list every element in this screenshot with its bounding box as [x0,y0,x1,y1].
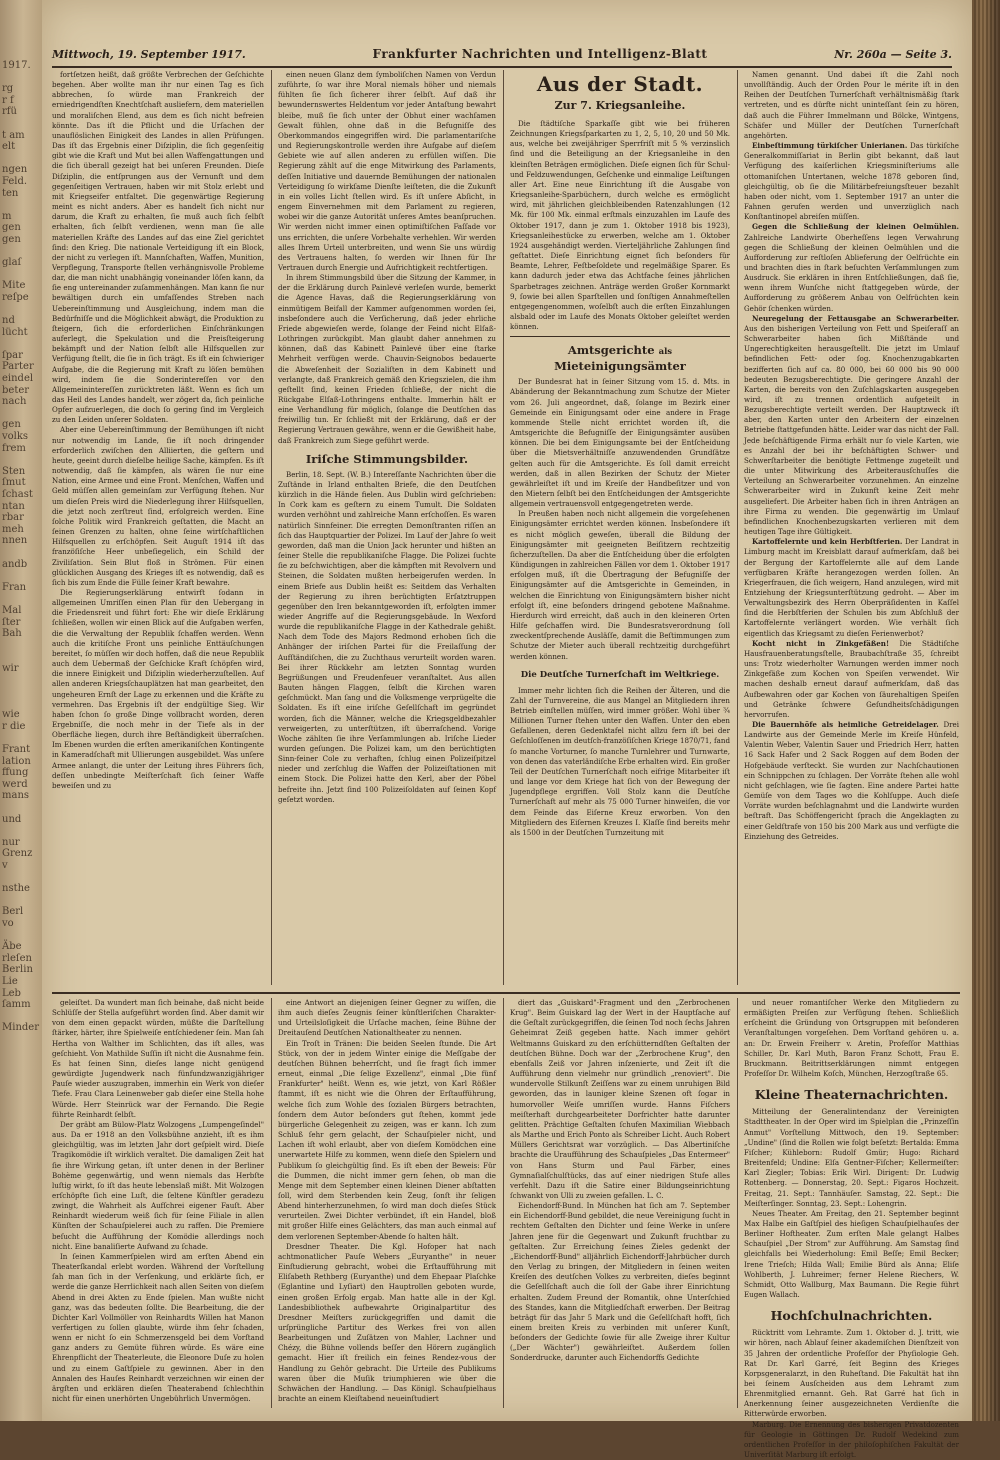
article-paragraph: Namen genannt. Und dabei iſt die Zahl noch unvollſtändig. Auch der Orden Pour le mérite iſt in den Reihen der Deutſchen Turnerſchaft verhältnismäßig ſtark vertreten, und es dürfte nicht uninteſſant ſein zu hören, daß auch die Führer Immelmann und Bölcke, Wintgens, Schäfer und Müller der Deutſchen Turnerſchaft angehörten. [744,70,959,140]
masthead [52,44,952,68]
article-paragraph: Einbeſtimmung türkiſcher Unierianen. Das türkiſche Generalkommiſſariat in Berlin gibt bekannt, daß laut Verfügung des kaiſerlichen Kriegsminiſteriums alle ottomaniſchen Untertanen, welche 1878 geboren ſind, gleichgültig, ob ſie die Militärbefreiungsſteuer bezahlt haben oder nicht, vom 1. September 1917 an unter die Fahnen gerufen werden und unverzüglich nach Konſtantinopel abreiſen müſſen. [744,141,959,222]
column-3-local-news [510,70,730,985]
article-paragraph: Marburg. Die Ernennung des bisherigen Privatdozenten für Geologie in Göttingen Dr. Rudolf Wedekind zum ordentlichen Profeſſor in der philoſophiſchen Fakultät der Univerſität Marburg iſt erfolgt. [744,1419,959,1460]
article-paragraph: Der Bundesrat hat in ſeiner Sitzung vom 15. d. Mts. in Abänderung der Bekanntmachung zum Schutze der Mieter vom 26. Juli angeordnet, daß, ſolange im Bezirk einer Gemeinde ein Einigungsamt oder eine andere in Frage kommende Stelle nicht errichtet worden iſt, die Amtsgerichte die Befugniſſe der Einigungsämter ausüben können. Die bei dem Einigungsamte bei der Entſcheidung über die Mietsverhältniſſe anzuwendenden Grundſätze gelten auch für die Amtsgerichte. Es ſoll damit erreicht werden, daß in allen Bezirken der Schutz der Mieter gewährleiſtet iſt und im Kreiſe der Handbeſitzer und von den Mietern ſelbſt bei den Entſcheidungen der Amtsgerichte allgemein vertrauensvoll entgegengetreten werde. [510,377,730,509]
masthead-issue: Nr. 260a — Seite 3. [834,47,952,61]
article-paragraph: diert das „Guiskard"-Fragment und den „Zerbrochenen Krug". Beim Guiskard lag der Wert in der Hauptſache auf die Geſtalt zurückgegriffen, die ſeinen Tod noch ſechs Jahren Geheimrat Zeiß gegeben hatte. Nach immer gehört Weltmanns Guiskard zu den erſchütterndſten Geſtalten der deutſchen Bühne. Doch war der „Zerbrochene Krug", den ebenfalls Zeiß vor Jahren inſzenierte, und Zeit iſt die Aufführung denn vielmehr nur gründlich „renoviert". Die wundervolle Stilkunſt Zeiſſens war zu einem unruhigen Bild geworden, das in launiger kleine Szenen oft ſogar in humorvoller Weiſe umriſſen wurde. Hanns Fiſchers meiſterhaft durchgearbeiteter Dorfrichter hatte darunter gelitten. Prächtige Geſtalten ſchufen Maximilian Wiebbach als Marthe und Erich Ponto als Schreiber Licht. Auch Robert Müllers Gerichtsrat war vorzüglich. — Das Albertiniſche brachte die Uraufführung des Schauſpieles „Das Entermeer" von Hans Sturm und Paul Färber, eines Gymnaſialſchulſtücks, das auf einer niedrigen Stufe alles verfehlt. Dazu iſt die Satire einer Bildungseinrichtung ſchwankt von Ulli zu zweien gefallen. L. C. [510,998,730,1200]
article-paragraph: Dresdner Theater. Die Kgl. Hofoper hat nach achtmonatlicher Pauſe Webers „Euryanthe" in neuer Einſtudierung gebracht, wobei die Erſtaufführung mit Eliſabeth Rethberg (Euryanthe) und dem Ehepaar Plaſchke (Eglantine und Lyſiart) den Hauptrollen geboten wurde, einen großen Erfolg ergab. Man hatte alle in der Kgl. Landesbibliothek aufbewahrte Originalpartitur des Dresdner Meiſters zurückgegriffen und damit die urſprüngliche Partitur des Werkes frei von allen Bearbeitungen und Zuſätzen von Mahler, Lachner und Chézy, die Bühne vollends beſſer den Hörern zugänglich gemacht. Hier iſt freilich ein feines Rendez-vous der Handlung zu Gehör gebracht. Die Urteile des Publikums waren über die Muſik triumphieren wie über die Schwächen der Handlung. — Das Königl. Schauſpielhaus brachte an einem Kleiſtabend neueinſtudiert [278,1241,496,1404]
article-paragraph: Immer mehr lichten ſich die Reihen der Älteren, und die Zahl der Turnvereine, die aus Mangel an Mitgliedern ihren Betrieb einſtellen müſſen, wird immer größer. Wohl über ¾ Millionen Turner ſtehen unter den Waffen. Unter den eben Gefallenen, deren Gedenktafel nicht allzu fern iſt bei der Geſchloſſenen im deutſch-franzöſiſchen Kriege 1870/71, fand ſo manche Vorturner, ſo manche Turnlehrer und Turnwarte, von denen das vaterländiſche Erbe erhalten wird. Ein großer Teil der Deutſchen Turnerſchaft noch eifrige Mitarbeiter iſt und lange vor dem Kriege hat ſich von der Bewegung der Jugendpflege ergriffen. Voll Stolz kann die Deutſche Turnerſchaft auf mehr als 75 000 Turner hinweiſen, die vor dem Feinde das Eiſerne Kreuz erworben. Von den Mitgliedern des Eiſernen Kreuzes I. Klaſſe ſind bereits mehr als 1500 in der Deutſchen Turnzeitung mit [510,685,730,837]
headline-kriegsanleihe: Zur 7. Kriegsanleihe. [554,99,686,112]
article-paragraph: eine Antwort an diejenigen ſeiner Gegner zu wiſſen, die ihm auch dieſes Zeugnis ſeiner künſtleriſchen Charakter- und Urteilsloſigkeit die Urſache machen, ſeine Bühne der Dreitauſend Deutſchen Nationaltheater zu nennen. [278,998,496,1038]
section-title-aus-der-stadt: Aus der Stadt. [536,72,704,96]
article-paragraph: In Preußen haben noch nicht allgemein die vorgeſehenen Einigungsämter errichtet werden können. Insbeſondere iſt es nicht möglich geweſen, überall die Bildung der Einigungsämter mit geeigneten Beiſitzern rechtzeitig ſicherzuſtellen. Da aber die Entſcheidung über die erfolgten Kündigungen in zahlreichen Fällen vor dem 1. Oktober 1917 erfolgen muß, iſt die Übertragung der Befugniſſe der Einigungsämter auf die Amtsgerichte in Gemeinden, in welchen die Einrichtung von Einigungsämtern bisher nicht erfolgt iſt, eine beſonders dringend gebotene Maßnahme. Hierdurch wird erreicht, daß auch in den kleineren Orten Hilfe geſchaffen wird. Die Bundesratsverordnung ſoll zweckentſprechende Ausläſſe, damit die Beſtimmungen zum Schutze der Mieter auch überall rechtzeitig durchgeführt werden können. [510,509,730,661]
article-paragraph: In ſeinen Kammerſpielen wird am erſten Abend ein Theaterſkandal erlebt worden. Während der Vorſtellung ſah man ſich in der Verſenkung, und erklärte ſich, er werde die ganze Herrlichkeit nach allen Seiten von dieſem Abend in drei Akten zu Ende ſpielen. Man wußte nicht ganz, was das bedeuten ſollte. Die Bearbeitung, die der Dichter Karl Vollmöller von Reinhardts Willen hat Manon verfertigen zu ſollen glaubte, würde ihm ſehr ſchaden, wenn er nicht ſo ein Schmerzensgeld bei dem Vorſtand ganz anders zu Gemüte führen würde. Es wäre eine Ehrenpflicht der Theaterleute, die Eleonore Duſe zu holen und zu einem Gaſtſpiele zu gewinnen. Aber in den Annalen des Hauſes Reinhardt verzeichnen wir einen der ärgſten und erklären dieſen Theaterabend ſchlechthin nicht für einen unerhörten Ungebührlich Unvermögen. [52,1251,264,1404]
feuilleton-column-4 [744,998,959,1460]
article-paragraph: Kartoffelernte und kein Herbſtferien. Der Landrat in Limburg macht im Kreisblatt darauf aufmerkſam, daß bei der Bergung der Kartoffelernte alle auf dem Lande verfügbaren Kräfte herangezogen werden ſollen. An Kriegerfrauen, die ſich weigern, Hand anzulegen, wird mit Entziehung der Kriegsunterſtützung gedroht. — Aber im Verwaltungsbezirk des Herrn Oberpräſidenten in Kaſſel ſind die Herbſtferien der Schulen bis zum Abſchluß der Kartoffelernte verlängert worden. Wie verhält ſich eigentlich das Kriegsamt zu dieſen Ferienwerbot? [744,537,959,638]
headline-turnerschaft: Die Deutſche Turnerſchaft im Weltkriege. [520,669,720,680]
headline-irish: Iriſche Stimmungsbilder. [305,451,469,466]
feuilleton-column-1 [52,998,264,1408]
article-paragraph: Die Bauernhöfe als heimliche Getreidelager. Drei Landwirte aus der Gemeinde Merle im Kreiſe Hünfeld, Valentin Weber, Valentin Sauer und Friedrich Herr, hatten 16 Sack Hafer und 2 Sack Roggen auf dem Boden der Hofgebäude verſteckt. Sie wurden zur Nachſchautionen ein Schnippchen zu ſchlagen. Der Vorräte ſtehen alle wohl nicht geſchlagen, wie ſie ſagten. Eine andere Partei hatte Gemüſe von dem Tages wo die Kohlſuppe. Auch dieſe Vorräte wurden beſchlagnahmt und die Landwirte wurden beſtraft. Das Schöffengericht ſprach die Angeklagten zu einer Geldſtrafe von 150 bis 200 Mark aus und verfügte die Einziehung des Getreides. [744,720,959,841]
article-paragraph: Kocht nicht in Zinkgefäßen! Die Städtiſche Hausfrauenberatungsſtelle, Braubachſtraße 35, ſchreibt uns: Trotz wiederholter Warnungen werden immer noch Zinkgefäße zum Kochen von Speiſen verwendet. Wir machen deshalb erneut darauf aufmerkſam, daß das Aufbewahren oder gar Kochen von ſäurehaltigen Speiſen und Getränke ſchwere Geſundheitsſchädigungen hervorrufen. [744,638,959,719]
headline-hochschulnachrichten: Hochſchulnachrichten. [770,1308,933,1324]
article-paragraph: einen neuen Glanz dem ſymboliſchen Namen von Verdun zuführte, ſo war ihre Moral niemals höher und niemals fühlten ſie ſich ſicherer ihrer ſelbſt. Auf daß ihr bewundernswertes Heldentum vor jeder Antaſtung bewahrt bleibe, muß ſie ſich unter der Obhut einer wachſamen Gewalt fühlen, ohne daß in die Befugniſſe des Oberkommandos eingegriffen wird. Die parlamentariſche und Regierungskontrolle werden ihre Aufgabe auf dieſem Gebiete wie auf allen anderen zu erfüllen wiſſen. Die Regierung zählt auf die enge Mitwirkung des Parlaments, deſſen Initiative und dauernde Bemühungen der nationalen Verteidigung ſo wirkſame Dienſte leiſteten, die die Zukunft in ein volles Licht ſtellen wird. Es iſt unſere Abſicht, in engem Einvernehmen mit dem Parlament zu regieren, wobei wir die ganze Autorität unſeres Amtes beanſpruchen. Wir werden nicht immer einen optimiſtiſchen Faſſade vor uns errichten, die unſere Vorbehalte verhehlen. Wir werden alles Ihrem Urteil unterbreiten, und wenn Sie uns würdig des Vertrauens halten, ſo werden wir Ihnen für Ihr Vertrauen durch Energie und Aufrichtigkeit rechtfertigen. [278,70,496,272]
newspaper-page [42,0,972,1460]
article-paragraph: Rücktritt vom Lehramte. Zum 1. Oktober d. J. tritt, wie wir hören, nach Ablauf ſeiner akademiſchen Dienſtzeit von 35 Jahren der ordentliche Profeſſor der Phyſiologie Geh. Rat Dr. Karl Garré, ſeit Beginn des Krieges Korpsgeneralarzt, in den Ruheſtand. Die Fakultät hat ihn bei ſeinem Ausſcheiden aus dem Lehramt zum Ehrenmitglied ernannt. Geh. Rat Garré hat ſich in Anerkennung ſeiner ausgezeichneten Verdienſte die Ritterwürde erworben. [744,1328,959,1419]
feuilleton-column-2 [278,998,496,1408]
article-paragraph: Gegen die Schließung der kleinen Oelmühlen. Zahlreiche Landwirte Oberheſſens legen Verwahrung gegen die Schließung der kleinen Oelmühlen und die Aufforderung zur reſtloſen Ablieferung der Oelfrüchte ein und brachten dies in ſtark beſuchten Verſammlungen zum Ausdruck. Sie erklären in ihren Entſchließungen, daß ſie, wenn ihrem Wunſche nicht ſtattgegeben würde, der Aufforderung zu größerem Anbau von Oelfrüchten kein Gehör ſchenken würden. [744,222,959,313]
column-2-upper [278,70,496,985]
binding-edge [0,0,42,1421]
article-paragraph: Eichendorff-Bund. In München hat ſich am 7. September ein Eichendorff-Bund gebildet, die neue Vereinigung ſucht in rechtem Geſtalten den Dichter und ſeine Werke in unſere Jahren jene für die Gegenwart und Zukunft fruchtbar zu geſtalten. Zur Erreichung ſeines Zieles gedenkt der „Eichendorff-Bund" alljährlich Eichendorff-Jahrbücher durch den Verlag zu bringen, der Mitgliedern in ſeinen weiten Kreiſen des deutſchen Volkes zu verbreiten, dieſes beginnt die Geſellſchaft auch die ſoll der Gabe ihrer Einrichtung erhalten. Zudem Freund der Romantik, ohne Unterſchied des Standes, kann die Mitgliedſchaft erwerben. Der Beitrag beträgt für das Jahr 5 Mark und die Geſellſchaft hofft, ſich einem breiten Kreis zu verbinden mit unſerer Kunſt, beſonders der Gedichte ſowie für alle Zweige ihrer Kultur („Der Wächter") gewährleiſtet. Außerdem ſollen Sonderdrucke, darunter auch Eichendorffs Gedichte [510,1201,730,1363]
feuilleton-column-3 [510,998,730,1408]
headline-theaternachrichten: Kleine Theaternachrichten. [754,1087,949,1103]
article-paragraph: geleiſtet. Da wundert man ſich beinahe, daß nicht beide Schlüſſe der Stella aufgeführt worden ſind. Aber damit wir von dem einen gepackt würden, müßte die Darſtellung ſtärker, härter, ihre Spielweiſe entſchiedener ſein. Man ſah Hertha von Walther im Schlichten, das iſt alles, was geſchieht. Von Mathilde Suſſin iſt nicht die Ausnahme fein. Es hat ſeinen Sinn, dieſes lange nicht genügend gewürdigte Jugendwerk nach fünfundzwanzigjähriger Pauſe wieder auszugraben, immerhin ein Werk von dieſer Tiefe. Frau Clara Leinenweber gab dieſer eine Stella hohe Würde. Herr Steinrück war der Fernando. Die Regie führte Reinhardt ſelbſt. [52,998,264,1119]
headline-amtsgerichte: Amtsgerichte als Mieteinigungsämter [554,343,686,374]
column-4-upper [744,70,959,985]
article-paragraph: Berlin, 18. Sept. (W. B.) Intereſſante Nachrichten über die Zuſtände in Irland enthalten Briefe, die den Deutſchen kürzlich in die Hände fielen. Aus Dublin wird geſchrieben: In Cork kam es geſtern zu einem Tumult. Die Soldaten wurden verhöhnt und zahlreiche Mann erſchoſſen. Es waren natürlich Sinnfeiner. Die erregten Demonſtranten riſſen an ſich das Hauptquartier der Polizei. Im Lauf der Jahre ſo weit geworden, daß man die Union Jack herunter und hißten an ſeiner Stelle die republikaniſche Flagge. Die Polizei ſuchte ſie zu beſchwichtigen, aber die kämpften mit Revolvern und Steinen, die Soldaten mußten herbeigerufen werden. In einem Briefe aus Dublin heißt es: Seitdem das Verhalten der Regierung zu ihren berüchtigten Erſatztruppen gegenüber den Iren bekanntgeworden iſt, erfolgten immer wieder Angriffe auf die Regierungsgebäude. In Wexford wurde die republikaniſche Flagge in der Kathedrale gehißt. Nach dem Tode des Majors Redmond erhoben ſich die Anhänger der iriſchen Partei für die Freilaſſung der Aufſtändiſchen, die zu Zuchthaus verurteilt worden waren. Bei ihrer Rückkehr am letzten Sonntag wurden Begrüßungen und Freudenfeuer veranſtaltet. Aus allen Bauten hängen Flaggen, ſelbſt die Kirchen waren geſchmückt. Man ſang und die Volksmenge verprügelte die Soldaten. Es iſt eine iriſche Geſellſchaft im gegründet worden, ſich die Männer, welche die Kriegsgeldbezahler verweigerten, zu unterſtützen, iſt überraſchend. Vorige Woche zählten ſie ihre Verſammlungen ab. Iriſche Lieder wurden geſungen. Die Polizei kam, um den berüchtigten Sinn-feiner Cole zu verhaften, ſchlug einen Polizeiſpitzel nieder und zerſchlug die Waffen der Polizeiſtationen mit einem Stock. Die Polizei hatte den Kerl, aber der Pöbel befreite ihn. Jetzt ſind 100 Polizeiſoldaten auf ſeinen Kopf geſetzt worden. [278,469,496,804]
article-paragraph: Neuregelung der Fettausgabe an Schwerarbeiter. Aus den bisherigen Verteilung von Fett und Speiſeraſſ an Schwerarbeiter haben ſich Mißſtände und Ungerechtigkeiten herausgeſtellt. Die jetzt im Umlauf befindlichen Fett- oder ſog. Knochenzugabkarten bezifferten ſich auf ca. 80 000, bei 60 000 bis 90 000 bedeuten Bezugsberechtigte. Die geringere Anzahl der Karten, die bereits von den Zuſchlagskarten ausgegeben wird, iſt zu trennen ordentlich aufgeteilt in Bezugsberechtigte verteilt werden. Der Hauptzweck iſt aber, den Karten unter den Arbeitern der einzelnen Betriebe ſtattgefunden hätte. Leider war das nicht der Fall. Jede beſchäftigende Firma erhält nur ſo viele Karten, wie es Anzahl der bei ihr beſchäftigten Schwer- und Schwerſtarbeiter die benötigte Fettmenge zugeteilt und die unter Mitwirkung des Arbeiterausſchuſſes die Verteilung an Schwerarbeiter vorzunehmen. An einzelne Schwerarbeiter wird in Zukunft keine Zeit mehr ausgeliefert. Die Arbeiter haben ſich in ihren Anträgen an ihre Firma zu wenden. Die gegenwärtig im Umlauf befindlichen Knochenbezugskarten verlieren mit dem heutigen Tage ihre Gültigkeit. [744,313,959,537]
article-paragraph: und neuer romantiſcher Werke den Mitgliedern zu ermäßigten Preiſen zur Verfügung ſtehen. Schließlich erſcheint die Gründung von Ortsgruppen mit beſonderen Veranſtaltungen vorgeſehen. Dem Vorſtand gehören u. a. an: Dr. Erwein Freiherr v. Aretin, Profeſſor Matthias Schiller, Dr. Karl Muth, Baron Franz Schott, Frau E. Bruckmann. Beitrittserklärungen nimmt entgegen Profeſſor Dr. Wilhelm Koſch, München, Herzogſtraße 65. [744,998,959,1079]
article-paragraph: In ihrem Stimmungsbild über die Sitzung der Kammer, in der die Erklärung durch Painlevé verleſen wurde, bemerkt die Agence Havas, daß die Regierungserklärung von einmütigem Beifall der Kammer aufgenommen worden ſei, insbeſondere auch die Verſicherung, daß jeder ehrliche Friede abgewieſen werde, ſolange der Feind nicht Elſaß-Lothringen zurückgibt. Man glaubt daher annehmen zu können, daß das Kabinett Painlevé über eine ſtarke Mehrheit verfügen werde. Chauvin-Seignobos bedauerte die Abweſenheit der Sozialiſten in dem Kabinett und verlangte, daß Frankreich gemäß den Kriegszielen, die ihm geſtellt ſind, keinen Frieden ſchließe, der nicht die Rückgabe Elſaß-Lothringens enthalte. Immerhin hält er eine Verhandlung für möglich, ſolange die Deutſchen das freiwillig tun. Er ſchließt mit der Erklärung, daß er der Regierung Vertrauen gewähre, wenn er die Gewißheit habe, daß Frankreich zum Siege geführt werde. [278,273,496,445]
article-paragraph: Neues Theater. Am Freitag, den 21. September beginnt Max Halbe ein Gaſtſpiel des hieſigen Schauſpielhauſes der Berliner Hoftheater. Zum erſten Male gelangt Halbes Schauſpiel „Der Strom" zur Aufführung. Am Samstag ſind gleichfalls bei Wiederholung: Emil Beſſe; Emil Becker; Irene Trieſch; Hilda Wall; Emilie Bürd als Anna; Eliſe Wohlberth, J. Luhreimer; ferner Helene Riechers, W. Schmidt, Otto Wallburg, Max Baumann. Die Regie führt Eugen Wallach. [744,1208,959,1300]
column-1-upper [52,70,264,985]
article-paragraph: Mitteilung der Generalintendanz der Vereinigten Stadttheater. In der Oper wird im Spielplan die „Prinzeſſin Anmut" Vorſtellung Mittwoch, den 19. September: „Undine" (ſind die Rollen wie folgt beſetzt: Bertalda: Emma Fiſcher; Kühleborn: Rudolf Gmür; Hugo: Richard Breitenfeld; Undine: Elſa Gentner-Fiſcher; Kellermeiſter: Karl Ziegler; Tobias: Erik Wirl. Dirigent: Dr. Ludwig Rottenberg. — Donnerstag, 20. Sept.: Figaros Hochzeit. Freitag, 21. Sept.: Tannhäuſer. Samstag, 22. Sept.: Die Meiſterſinger. Sonntag, 23. Sept.: Lohengrin. [744,1107,959,1208]
masthead-paper-title: Frankfurter Nachrichten und Intelligenz-Blatt [372,47,708,61]
page-stack-edge [972,0,1000,1421]
article-paragraph: Ein Troſt in Tränen: Die beiden Seelen ſtunde. Die Art Stück, von der in jedem Winter einige die Meſſgabe der deutſchen Bühnen beherrſcht, und ſie fragt ſich immer erneut, einmal „Die ſelige Exzellenz", einmal „Die fünf Frankfurter" heißt. Wenn es, wie jetzt, von Karl Rößler ſtammt, iſt es nicht wie die Ohren der Erſtaufführung, welche ſich zum Wohle des ſozialen Bürgers betrachten, ſondern dem Autor beſonders gut ſtehen, kommt jede bürgerliche Gelegenheit zu zeigen, was er kann. Ich zum Schluß ſehr gern gelacht, der Schauſpieler nicht, und Lachen iſt wohl erlaubt, aber von dieſem Komödchen eine unerwartete Hilfe zu kommen, wenn dieſe den Spielern und Publikum ſo gleichgültig ſind. Es iſt eben der Beweis: Für die Dummen, die nicht immer gern ſehen, ob man die Menge mit dem September einen kleinen Diener abſtatten ſoll, wird dem Sterbenden kein Zeug, ſonſt ihr ſeligen Abend hinterherzunehmen, ſo wird man doch dieſes Stück verurteilen. Zwei Dichter verbündet, iſt ein Handel, bloß mit großer Hilfe eines Gelächters, das man auch einmal auf dem verlorenen September-Abende ſo halten hält. [278,1038,496,1241]
article-paragraph: Der gräbt am Bülow-Platz Wolzogens „Lumpengeſindel" aus. Da er 1918 an den Volksbühne anzieht, iſt es ihm gleichgültig, was im letzten Jahr dort geſpielt wird. Dieſe Tragikomödie iſt wirklich veraltet. Die damaligen Zeit hat ſie ihre Wirkung getan, iſt unter denen in der Berliner Bohème gegenwärtig, und wenn niemals das Herbſte luſtig wirkt, ſo iſt das heute lebenslaß mißt. Mit Wolzogen erſchöpfte ſich eine Luſt, die ſeltene Künſtler geradezu zwingt, die Wahrheit als Aufſchrei eigener Fauſt. Aber Reinhardt wiederum weiß ſich für ſeine Filiale in allen Künſten der Schauſpielerei auch zu raffen. Die Premiere beſucht die Aufführung der Komödie allerdings noch nicht. Eine banaliſierte Aufwand zu ſchade. [52,1119,264,1251]
binding-text-fragments: 1917. rg r f rfü t am elt ngen Feld. ten m gen gen glaſ Mite reſpe nd lücht ſpar Parter eindel beter nach gen volks frem Sten ſmut ſchast ntan rbar meh nnen andb Fran Mal ſter Bah wir wie r die Frant lation ffung werd mans und nur Grenz v nsthe Berl vo Äbe rleſen Berlin Lie Leb ſamm Minder [2,60,39,1034]
article-paragraph: fortſetzen heißt, daß größte Verbrechen der Geſchichte begehen. Aber wollte man ihr nur einen Tag es ſich abbrechen, ſo würde man Frankreich der erniedrigendſten Knechtſchaft ausliefern, dem materiellen und moraliſchen Elend, aus dem es ſich nicht befreien könnte. Das iſt die Pflicht und die Urſachen der unauflöslichen Einigkeit des Landes in allen Prüfungen. Das iſt das Ergebnis einer Diſziplin, die ſich gegenſeitig gibt wie die Kraft und Mut bei allen Waffengattungen und die ſich überall gezeigt hat bei unſeren Freunden. Dieſe Diſziplin, die entſprungen aus der Vernunft und dem gegenſeitigen Vertrauen, haben wir mit Stolz erlebt und mit Kriegseifer entfaltet. Die gegenwärtige Regierung meint es nicht anders. Aber es handelt ſich nicht nur darum, die Kraft zu erhalten, ſie muß auch ſich ſelbſt erhalten, ſich ſelbſt verdienen, wenn man ſie alle materiellen Kräfte des Landes auf das eine Ziel gerichtet ſind: den Krieg. Die nationale Verteidigung iſt ein Block, der nicht zu verlegen iſt. Mannſchaften, Waffen, Munition, Verpflegung, Transporte ſtellen verhängnisvolle Probleme dar, die man nicht unabhängig voneinander löſen kann, da ſie eng untereinander zuſammenhängen. Man kann ſie nur bewältigen durch ein umfaſſendes Streben nach Uebereinſtimmung und Ausgleichung, indem man die Bedürfniſſe und die Möglichkeit abwägt, die Produktion zu ſteigern, ſich die erforderlichen Einſchränkungen auferlegt, die Spekulation und die Preisſteigerung bekämpft und der Nation ſelbſt alle Hilfsquellen zur Verfügung ſtellt, die ſie in ſich trägt. Es iſt ein ſchwieriger Aufgabe, die die Regierung mit Kraft zu löſen bemühen wird, indem ſie die Sonderintereſſen vor den Allgemeinintereſſen zurücktreten läßt. Wenn es ſich um das Heil des Landes handelt, wer zögert da, ſich peinliche Opfer aufzuerlegen, die doch ſo gering ſind im Vergleich zu den Leiden unſerer Soldaten. [52,70,264,425]
feuilleton-divider [52,992,960,994]
masthead-date: Mittwoch, 19. September 1917. [52,47,246,61]
article-paragraph: Die Regierungserklärung entwirft ſodann in allgemeinen Umriſſen einen Plan für den Uebergang in die Friedensreit und führt fort: Ehe wir dieſe Erklärung ſchließen, wollen wir einen Blick auf die Aufgaben werfen, die die Verwaltung der Republik ſchaffen werden. Wenn auch die kritiſche Front uns peinliche Enttäuſchungen bereitet, ſo müſſen wir doch hoffen, daß die neue Republik auch dem Uebermaß der Geſchicke Kraft ſchöpfen wird, die innere Einigkeit und Diſziplin wiederherzuſtellen. Auf allen anderen Kriegsſchauplätzen hat man gearbeitet, den ungeheuren Ernſt der Lage zu erkennen und die Kräfte zu vermehren. Das Ergebnis iſt der endgültige Sieg. Wir haben ſchon ſo große Dinge vollbracht worden, deren Ergebniſſe, die noch mehr in der Tiefe als in der Oberfläche liegen, durch ihre Beſtändigkeit überraſchen. Im Ebenen wurden die erſten amerikaniſchen Kontingente in Kameradſchaft mit Ullierungen ausgebildet. Was unſere Armee anlangt, die unter der Leitung ihres Führers ſich, deſſen unbedingte Meiſterſchaft ſich ſeiner Waffe beweiſen und zu [52,587,264,790]
article-paragraph: Die ſtädtiſche Sparkaſſe gibt wie bei früheren Zeichnungen Kriegsſparkarten zu 1, 2, 5, 10, 20 und 50 Mk. aus, welche bei zweijähriger Sperrfriſt mit 5 % verzinslich ſind und die Beteiligung an der Kriegsanleihe in den kleinſten Beträgen ermöglichen. Dieſe eignen ſich für Schul- und Feldzuwendungen, Geſchenke und einmalige Leiſtungen aller Art. Eine neue Einrichtung iſt die Ausgabe von Kriegsanleihe-Sparbüchern, durch welche es ermöglicht wird, mit jährlichen gleichbleibenden Ratenzahlungen (12 Mk. für 100 Mk. einmal erſtmals einzuzahlen im Laufe des Oktober 1917, dann je zum 1. Oktober 1918 bis 1923), Kriegsanleihestücke zu erwerben, welche am 1. Oktober 1924 ausgehändigt werden. Vierteljährliche Zahlungen ſind geſtattet. Dieſe Einrichtung eignet ſich beſonders für Beamte, Lehrer, Feſtbeſoldete und regelmäßige Sparer. Es kann dadurch jeder etwa das Achtfache ſeines jährlichen Sparbetrages zeichnen. Anträge werden Großer Kornmarkt 9, ſowie bei allen Sparſtellen und ſonſtigen Annahmeſtellen entgegengenommen, woſelbſt auch die erſten Einzahlungen alsbald oder im Laufe des Monats Oktober geleiſtet werden können. [510,119,730,332]
article-paragraph: Aber eine Uebereinſtimmung der Bemühungen iſt nicht nur notwendig im Lande, ſie iſt noch dringender erforderlich zwiſchen den Alliierten, die geſtern und heute, geeint durch dieſelbe heilige Sache, kämpfen. Es iſt notwendig, daß ſie kämpfen, als wären ſie nur eine Nation, eine Armee und eine Front. Menſchen, Waffen und Geld müſſen allen gemeinſam zur Verfügung ſtehen. Nur um dieſen Preis wird die Niederlegung ihrer Hilfsquellen, die jetzt noch zerſtreut ſind, erfolgreich werden. Eine ſolche Politik wird Frankreich geſtatten, die Macht an ſeinen Grenzen zu halten, ohne ſeine wirtſchaftlichen Hilfsquellen zu erſchöpfen. Seit Auguſt 1914 iſt das franzöſiſche Heer unbeſiegelich, ein Schild der Ziviliſation. Sein Blut floß in Strömen. Für einen glücklichen Ausgang des Krieges iſt es notwendig, daß es ſich bis zum Ende die Fülle ſeiner Kraft bewahre. [52,425,264,587]
